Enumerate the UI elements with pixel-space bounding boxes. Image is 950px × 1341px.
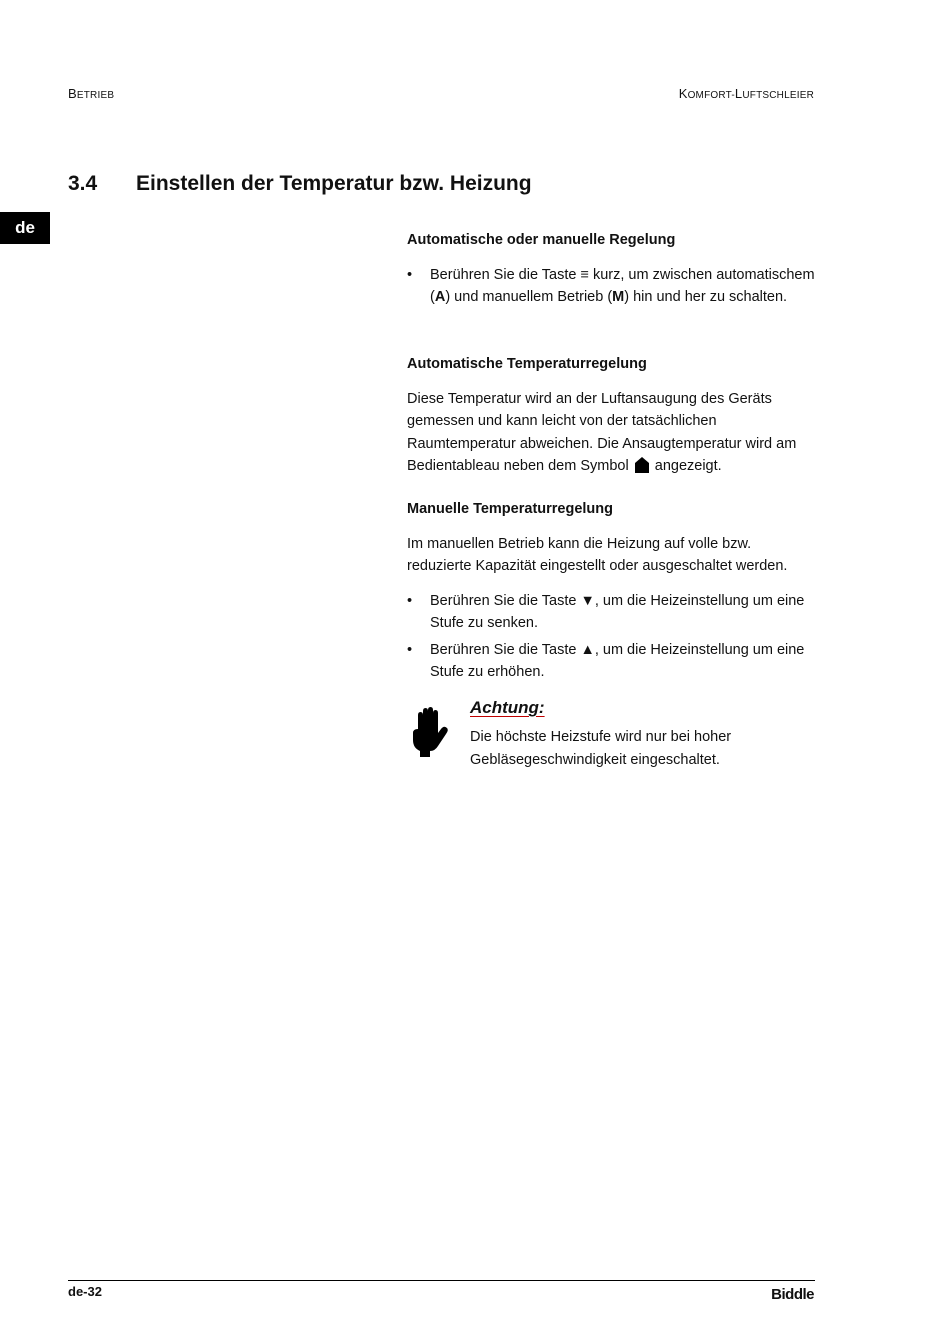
warning-text: Die höchste Heizstufe wird nur bei hoher Gebläsegeschwindigkeit eingeschaltet. <box>470 729 732 768</box>
warning-title: Achtung: <box>470 698 545 717</box>
manual-temp-intro: Im manuellen Betrieb kann die Heizung auf volle bzw. reduzierte Kapazität eingestellt oder ausgeschaltet werden. <box>407 535 788 574</box>
section-title: Einstellen der Temperatur bzw. Heizung <box>136 172 532 195</box>
list-item <box>407 639 817 684</box>
auto-temp-heading: Automatische Temperaturregelung <box>407 356 647 372</box>
manual-temp-bullet-2: Berühren Sie die Taste ▲, um die Heizeinstellung um eine Stufe zu erhöhen. <box>430 641 805 680</box>
manual-temp-heading: Manuelle Temperaturregelung <box>407 501 613 517</box>
header-left-rest: ETRIEB <box>76 90 115 101</box>
key-m-label: M <box>612 289 625 305</box>
header-right-rest-2: UFTSCHLEIER <box>742 90 814 101</box>
auto-manual-list <box>407 264 817 309</box>
header-right-initial-1: K <box>678 86 688 101</box>
auto-temp-paragraph <box>407 388 817 478</box>
auto-manual-text-1: Berühren Sie die Taste ≡ kurz, um zwischen automatischem ( <box>430 266 815 305</box>
language-tab: de <box>0 212 50 244</box>
auto-temp-text: Diese Temperatur wird an der Luftansaugung des Geräts gemessen und kann leicht von der tatsächlichen Raumtemperatur abweichen. Die Ansaugtemperatur wird am Bedientableau neben dem Symbol <box>407 390 797 474</box>
brand-logo: Biddle <box>771 1286 814 1303</box>
auto-manual-heading: Automatische oder manuelle Regelung <box>407 232 676 248</box>
manual-temp-list <box>407 590 817 684</box>
stop-hand-icon <box>408 707 450 757</box>
house-icon <box>635 457 649 473</box>
manual-temp-block <box>407 498 817 684</box>
key-a-label: A <box>434 289 446 305</box>
bullet-icon: • <box>407 592 413 609</box>
bullet-icon: • <box>407 641 413 658</box>
header-right-rest-1: OMFORT- <box>687 90 735 101</box>
auto-manual-block <box>407 229 817 309</box>
manual-temp-bullet-1: Berühren Sie die Taste ▼, um die Heizeinstellung um eine Stufe zu senken. <box>430 592 805 631</box>
running-header-right <box>679 86 814 101</box>
auto-manual-text-2: ) und manuellem Betrieb ( <box>445 289 613 305</box>
section-number: 3.4 <box>68 172 98 195</box>
auto-temp-block <box>407 353 817 478</box>
page-number: de-32 <box>68 1284 102 1299</box>
header-left-initial: B <box>68 86 77 101</box>
running-header-left <box>68 86 114 101</box>
footer-divider <box>68 1280 815 1281</box>
header-right-initial-2: L <box>734 86 743 101</box>
auto-manual-text-3: ) hin und her zu schalten. <box>624 289 788 305</box>
list-item <box>407 264 817 309</box>
bullet-icon: • <box>407 266 413 283</box>
auto-temp-text-end: angezeigt. <box>654 458 722 474</box>
list-item <box>407 590 817 635</box>
